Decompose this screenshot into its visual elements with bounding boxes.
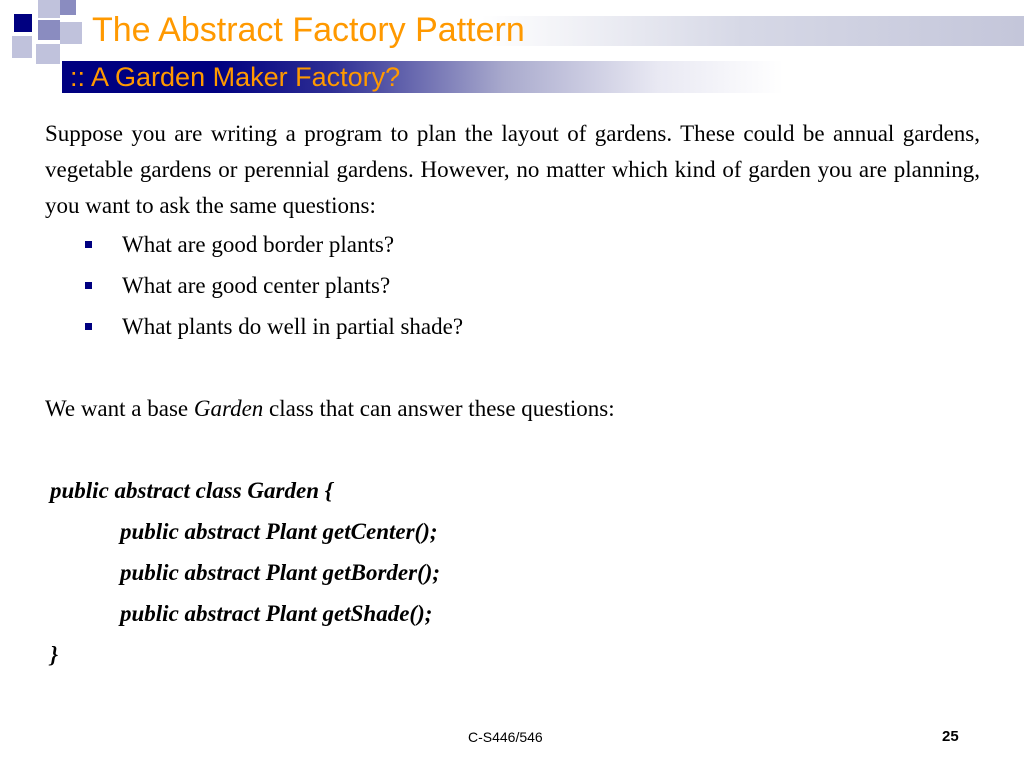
bullet-square-icon bbox=[85, 282, 92, 289]
decor-square bbox=[12, 36, 32, 58]
decor-square bbox=[38, 20, 60, 40]
base-sentence-after: class that can answer these questions: bbox=[263, 396, 615, 421]
code-line: public abstract class Garden { bbox=[50, 478, 333, 503]
code-line: public abstract Plant getShade(); bbox=[120, 601, 433, 626]
intro-paragraph: Suppose you are writing a program to plan the layout of gardens. These could be annual gardens, vegetable gardens or perennial gardens. However, no matter which kind of garden you are planning, you want to ask the same questions: bbox=[45, 121, 980, 218]
code-line: public abstract Plant getCenter(); bbox=[120, 519, 438, 544]
bullet-square-icon bbox=[85, 323, 92, 330]
code-line: public abstract Plant getBorder(); bbox=[120, 560, 441, 585]
garden-emphasis: Garden bbox=[193, 396, 264, 421]
list-item: What plants do well in partial shade? bbox=[122, 314, 464, 339]
decor-square bbox=[60, 22, 82, 44]
page-number: 25 bbox=[942, 728, 959, 745]
slide-title: The Abstract Factory Pattern bbox=[92, 11, 525, 49]
decor-square bbox=[38, 0, 60, 18]
bullet-square-icon bbox=[85, 241, 92, 248]
decor-square bbox=[60, 0, 76, 15]
decor-square bbox=[14, 14, 32, 32]
decor-square bbox=[36, 44, 60, 64]
code-line: } bbox=[50, 642, 59, 667]
slide-subtitle: :: A Garden Maker Factory? bbox=[70, 62, 401, 92]
list-item: What are good center plants? bbox=[122, 273, 391, 298]
base-class-sentence bbox=[45, 394, 615, 424]
footer-course: C-S446/546 bbox=[468, 729, 543, 745]
list-item: What are good border plants? bbox=[122, 232, 395, 257]
base-sentence-before: We want a base bbox=[45, 396, 194, 421]
